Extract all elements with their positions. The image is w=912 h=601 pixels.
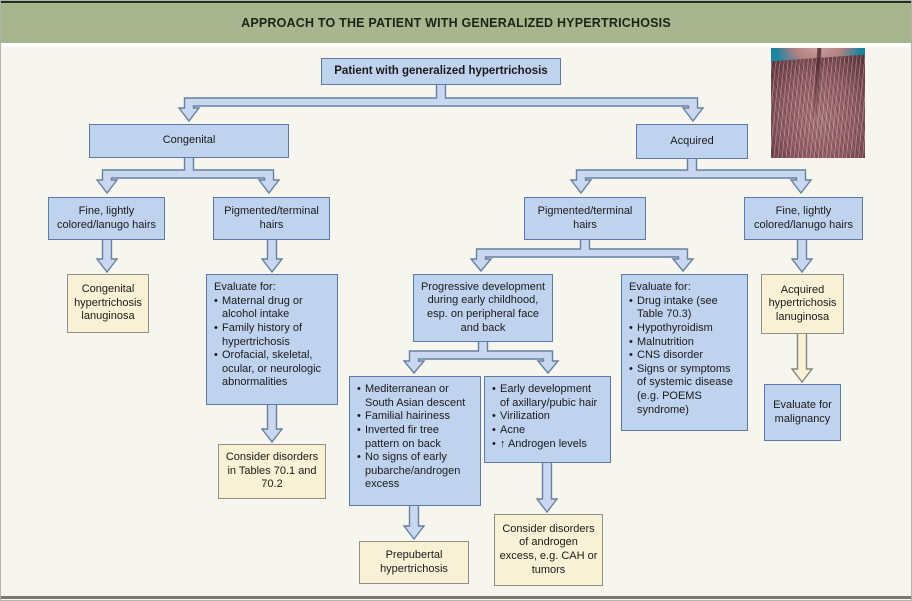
box-fine-congenital — [48, 197, 165, 240]
list-item — [629, 322, 740, 336]
box-congenital-label: Congenital — [162, 134, 216, 147]
box-early-development-list — [492, 383, 603, 451]
box-patient — [321, 58, 561, 85]
bullet-glyph: • — [629, 321, 633, 334]
box-acquired-lanuginosa — [761, 274, 844, 334]
bullet-glyph: • — [214, 321, 218, 334]
box-evaluate-acquired-title: Evaluate for: — [629, 281, 691, 293]
box-consider-androgen — [494, 514, 603, 586]
list-item-text: Drug intake (see Table 70.3) — [637, 294, 718, 321]
list-item — [492, 410, 603, 424]
list-item — [357, 451, 473, 492]
bullet-glyph: • — [629, 335, 633, 348]
list-item — [357, 410, 473, 424]
list-item-text: Signs or symptoms of systemic disease (e.g. POEMS syndrome) — [637, 362, 733, 416]
bottom-rule — [1, 596, 911, 599]
list-item — [492, 424, 603, 438]
list-item — [492, 438, 603, 452]
list-item-text: Acne — [500, 423, 526, 436]
list-item-text: Orofacial, skeletal, ocular, or neurologic abnormalities — [222, 349, 322, 389]
box-mediterranean — [349, 376, 481, 506]
list-item-text: Virilization — [500, 410, 550, 423]
box-progressive-label: Progressive development during early childhood, esp. on peripheral face and back — [420, 280, 546, 334]
arrow-acquired-split — [571, 157, 811, 193]
box-evaluate-congenital-title: Evaluate for: — [214, 281, 276, 293]
clinical-photo-hairy-back — [771, 48, 865, 158]
box-pigmented-acquired — [524, 197, 646, 240]
bullet-glyph: • — [214, 294, 218, 307]
box-evaluate-malignancy-label: Evaluate for malignancy — [773, 398, 832, 425]
box-consider-tables — [218, 444, 326, 499]
arrow-mediterranean-down — [404, 504, 424, 539]
bullet-glyph: • — [629, 349, 633, 362]
list-item-text: Familial hairiness — [365, 410, 450, 423]
box-evaluate-congenital-list — [214, 295, 330, 390]
arrow-pigmented-acquired-split — [471, 238, 693, 271]
box-progressive — [413, 274, 553, 342]
bullet-glyph: • — [492, 383, 496, 395]
box-congenital-lanuginosa-label: Congenital hypertrichosis lanuginosa — [74, 283, 142, 323]
box-fine-congenital-label: Fine, lightly colored/lanugo hairs — [56, 204, 157, 231]
list-item — [214, 322, 330, 349]
list-item-text: Hypothyroidism — [637, 321, 713, 334]
list-item — [629, 349, 740, 363]
bullet-glyph: • — [629, 294, 633, 307]
list-item — [492, 383, 603, 410]
bullet-glyph: • — [357, 451, 361, 464]
list-item — [214, 349, 330, 390]
box-evaluate-acquired-list — [629, 295, 740, 418]
box-acquired — [636, 124, 748, 159]
arrow-lanuginosa-to-malignancy — [792, 332, 812, 382]
box-acquired-label: Acquired — [670, 134, 714, 147]
bullet-glyph: • — [357, 383, 361, 395]
box-evaluate-malignancy — [764, 384, 841, 441]
arrow-fine-acquired-down — [792, 238, 812, 272]
box-early-development — [484, 376, 611, 463]
arrow-early-development-down — [537, 461, 557, 512]
box-pigmented-congenital — [213, 197, 330, 240]
list-item — [629, 336, 740, 350]
list-item-text: Malnutrition — [637, 335, 694, 348]
bullet-glyph: • — [357, 410, 361, 423]
box-fine-acquired-label: Fine, lightly colored/lanugo hairs — [753, 204, 854, 231]
bullet-glyph: • — [357, 423, 361, 436]
box-pigmented-acquired-label: Pigmented/terminal hairs — [537, 204, 633, 231]
arrow-congenital-split — [97, 156, 279, 193]
box-congenital — [89, 124, 289, 158]
list-item-text: CNS disorder — [637, 349, 704, 362]
arrow-progressive-split — [404, 340, 558, 373]
list-item — [357, 424, 473, 451]
list-item-text: Early development of axillary/pubic hair — [500, 383, 598, 409]
list-item-text: Maternal drug or alcohol intake — [222, 294, 303, 321]
arrow-fine-congenital-down — [97, 238, 117, 272]
box-fine-acquired — [744, 197, 863, 240]
box-consider-androgen-label: Consider disorders of androgen excess, e.g. CAH or tumors — [499, 522, 598, 576]
list-item — [629, 363, 740, 418]
figure-title: APPROACH TO THE PATIENT WITH GENERALIZED HYPERTRICHOSIS — [241, 16, 671, 30]
box-patient-label: Patient with generalized hypertrichosis — [334, 65, 548, 78]
arrow-patient-split — [179, 83, 703, 121]
list-item-text: ↑ Androgen levels — [500, 437, 587, 450]
list-item — [214, 295, 330, 322]
bullet-glyph: • — [492, 423, 496, 436]
list-item-text: Inverted fir tree pattern on back — [365, 423, 441, 450]
list-item — [357, 383, 473, 410]
list-item-text: Family history of hypertrichosis — [222, 321, 303, 348]
box-evaluate-acquired — [621, 274, 748, 431]
list-item — [629, 295, 740, 322]
bullet-glyph: • — [492, 437, 496, 450]
box-prepubertal — [359, 541, 469, 584]
arrow-evaluate-congenital-down — [262, 403, 282, 442]
bullet-glyph: • — [214, 349, 218, 362]
box-acquired-lanuginosa-label: Acquired hypertrichosis lanuginosa — [768, 283, 837, 323]
arrow-pigmented-congenital-down — [262, 238, 282, 272]
box-congenital-lanuginosa — [67, 274, 149, 333]
box-pigmented-congenital-label: Pigmented/terminal hairs — [224, 204, 319, 231]
list-item-text: Mediterranean or South Asian descent — [365, 383, 466, 409]
box-prepubertal-label: Prepubertal hypertrichosis — [380, 548, 448, 575]
list-item-text: No signs of early pubarche/androgen excess — [365, 451, 461, 491]
box-evaluate-congenital — [206, 274, 338, 405]
bullet-glyph: • — [629, 362, 633, 375]
box-consider-tables-label: Consider disorders in Tables 70.1 and 70.2 — [225, 451, 319, 491]
box-mediterranean-list — [357, 383, 473, 492]
bullet-glyph: • — [492, 410, 496, 423]
